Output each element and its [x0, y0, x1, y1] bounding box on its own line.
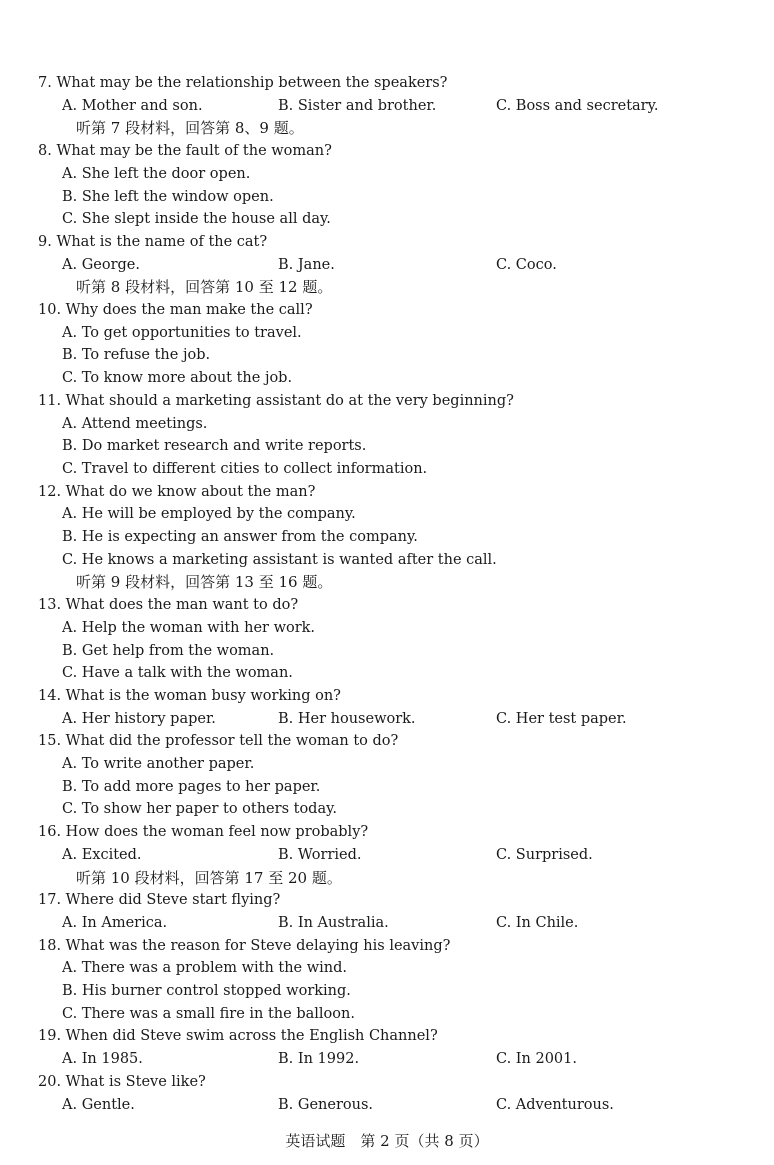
answer-option: B. In 1992. — [278, 1051, 360, 1068]
answer-option: C. Boss and secretary. — [496, 97, 659, 114]
question: 7. What may be the relationship between the speakers? — [38, 75, 448, 91]
page-footer: 英语试题 第 2 页（共 8 页） — [285, 1132, 489, 1150]
question: 19. When did Steve swim across the English Channel? — [38, 1028, 438, 1045]
question: 10. Why does the man make the call? — [38, 302, 313, 318]
answer-options-row — [0, 1094, 774, 1116]
question: 20. What is Steve like? — [38, 1073, 206, 1090]
answer-options-row — [0, 254, 774, 276]
section-instruction: 听第 7 段材料，回答第 8、9 题。 — [76, 119, 304, 138]
question: 12. What do we know about the man? — [38, 483, 316, 500]
answer-option: B. In Australia. — [278, 914, 389, 931]
answer-option: C. To know more about the job. — [62, 370, 293, 387]
answer-option: B. Do market research and write reports. — [62, 438, 367, 455]
answer-option: A. There was a problem with the wind. — [62, 960, 348, 977]
answer-option: A. Attend meetings. — [62, 415, 208, 432]
section-instruction: 听第 8 段材料，回答第 10 至 12 题。 — [76, 278, 333, 297]
answer-option: A. Excited. — [62, 846, 142, 863]
answer-option: A. To write another paper. — [62, 756, 255, 772]
answer-options-row — [0, 1048, 774, 1070]
section-instruction: 听第 10 段材料，回答第 17 至 20 题。 — [76, 868, 342, 887]
answer-option: C. There was a small fire in the balloon. — [62, 1005, 355, 1022]
answer-option: C. She slept inside the house all day. — [62, 211, 331, 228]
answer-option: C. In Chile. — [496, 914, 579, 931]
question: 11. What should a marketing assistant do at the very beginning? — [38, 392, 514, 409]
answer-option: A. Mother and son. — [62, 97, 203, 114]
answer-option: A. Her history paper. — [62, 710, 216, 727]
question: 8. What may be the fault of the woman? — [38, 143, 332, 160]
answer-options-row — [0, 708, 774, 730]
answer-option: B. He is expecting an answer from the company. — [62, 529, 418, 545]
answer-option: A. In 1985. — [62, 1051, 143, 1068]
question: 14. What is the woman busy working on? — [38, 687, 341, 704]
answer-option: C. To show her paper to others today. — [62, 801, 337, 818]
answer-option: B. Worried. — [278, 846, 362, 863]
question: 15. What did the professor tell the woman to do? — [38, 733, 399, 750]
answer-option: B. Jane. — [278, 256, 335, 273]
question: 13. What does the man want to do? — [38, 597, 299, 614]
answer-option: C. Coco. — [496, 256, 557, 273]
answer-option: C. He knows a marketing assistant is wanted after the call. — [62, 551, 497, 568]
answer-option: C. Surprised. — [496, 846, 593, 863]
answer-option: C. Adventurous. — [496, 1096, 614, 1113]
question: 18. What was the reason for Steve delaying his leaving? — [38, 937, 451, 954]
answer-option: A. In America. — [62, 914, 168, 931]
answer-option: A. He will be employed by the company. — [62, 506, 356, 523]
question: 16. How does the woman feel now probably? — [38, 824, 369, 841]
answer-option: B. To refuse the job. — [62, 347, 211, 364]
answer-option: B. His burner control stopped working. — [62, 983, 351, 999]
answer-option: B. Sister and brother. — [278, 97, 437, 114]
question: 9. What is the name of the cat? — [38, 233, 268, 250]
answer-options-row — [0, 95, 774, 117]
answer-option: B. She left the window open. — [62, 188, 274, 205]
answer-option: B. Her housework. — [278, 710, 416, 727]
answer-option: C. Have a talk with the woman. — [62, 665, 293, 682]
answer-option: A. Help the woman with her work. — [62, 619, 316, 636]
section-instruction: 听第 9 段材料，回答第 13 至 16 题。 — [76, 573, 333, 592]
answer-option: C. In 2001. — [496, 1051, 577, 1068]
answer-option: C. Travel to different cities to collect information. — [62, 460, 428, 477]
answer-option: A. She left the door open. — [62, 165, 251, 182]
answer-option: A. George. — [62, 256, 140, 273]
answer-option: A. To get opportunities to travel. — [62, 324, 302, 341]
question: 17. Where did Steve start flying? — [38, 892, 281, 909]
answer-option: B. To add more pages to her paper. — [62, 778, 321, 795]
answer-option: B. Generous. — [278, 1096, 374, 1113]
answer-options-row — [0, 912, 774, 934]
answer-option: C. Her test paper. — [496, 710, 627, 727]
answer-option: A. Gentle. — [62, 1096, 135, 1113]
answer-options-row — [0, 844, 774, 866]
answer-option: B. Get help from the woman. — [62, 642, 275, 659]
